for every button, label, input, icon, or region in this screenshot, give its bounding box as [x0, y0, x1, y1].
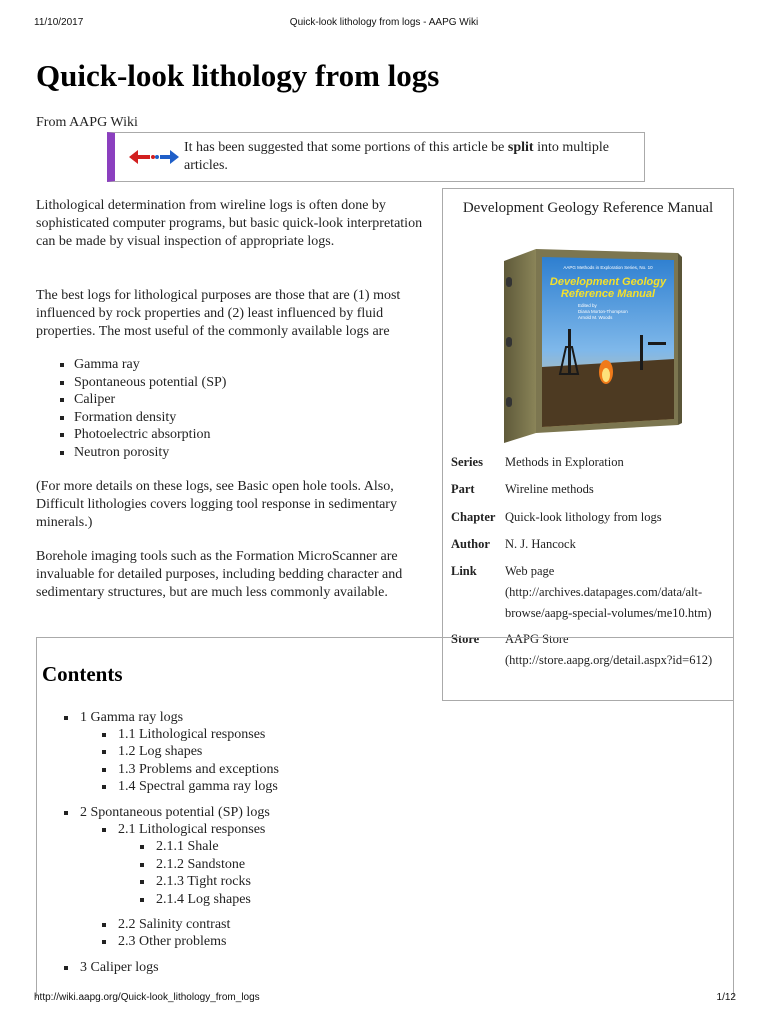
toc-item[interactable]: 1 Gamma ray logs [80, 710, 184, 725]
page-title: Quick-look lithology from logs [36, 58, 440, 93]
infobox-value: Quick-look lithology from logs [505, 510, 662, 524]
svg-text:Edited by: Edited by [578, 303, 597, 308]
details-paragraph: (For more details on these logs, see Basic open hole tools. Also, Difficult lithologies covers logging tool response in sedimentary minerals.) [36, 479, 397, 530]
toc-item[interactable]: 2.1.1 Shale [156, 839, 219, 854]
site-subtitle: From AAPG Wiki [36, 115, 138, 130]
reference-infobox [442, 188, 734, 701]
list-item[interactable]: Gamma ray [36, 356, 226, 374]
toc-item[interactable]: 2.3 Other problems [118, 934, 227, 949]
infobox-key: Store [451, 632, 480, 646]
toc-item[interactable]: 2.1.4 Log shapes [156, 892, 251, 907]
list-item[interactable]: Formation density [36, 409, 226, 427]
print-url: http://wiki.aapg.org/Quick-look_lithology_from_logs [34, 992, 260, 1003]
infobox-key: Series [451, 455, 483, 469]
notice-split-word: split [507, 140, 534, 155]
cover-title-line1: Development Geology [549, 276, 667, 288]
toc-item[interactable]: 1.2 Log shapes [118, 744, 203, 759]
infobox-title: Development Geology Reference Manual [462, 200, 714, 216]
split-notice [107, 132, 645, 182]
print-title: Quick-look lithology from logs - AAPG Wiki [289, 17, 479, 28]
book-cover-image[interactable] [498, 247, 682, 443]
list-item[interactable]: Spontaneous potential (SP) [36, 374, 226, 392]
imaging-paragraph: Borehole imaging tools such as the Formation MicroScanner are invaluable for detailed purposes, including bedding character and sedimentary structures, but are much less commonly available. [36, 549, 403, 600]
notice-text: It has been suggested that some portions of this article be split into multiple articles. [184, 140, 610, 173]
list-item[interactable]: Caliper [36, 391, 226, 409]
toc-item[interactable]: 2.1.3 Tight rocks [156, 874, 251, 889]
toc-item[interactable]: 2.1.2 Sandstone [156, 857, 246, 872]
toc-item[interactable]: 1.1 Lithological responses [118, 727, 266, 742]
toc-item[interactable]: 2.2 Salinity contrast [118, 917, 231, 932]
svg-text:Arnold M. Woods: Arnold M. Woods [578, 315, 613, 320]
toc-item[interactable]: 2 Spontaneous potential (SP) logs [80, 805, 270, 820]
intro-paragraph: Lithological determination from wireline logs is often done by sophisticated computer programs, but basic quick-look interpretation can be made by visual inspection of appropriate logs. [36, 198, 423, 249]
toc-item[interactable]: 2.1 Lithological responses [118, 822, 266, 837]
list-item[interactable]: Photoelectric absorption [36, 426, 226, 444]
svg-text:Diana Morton-Thompson: Diana Morton-Thompson [578, 309, 628, 314]
infobox-value: Methods in Exploration [505, 455, 624, 469]
toc-item[interactable]: 3 Caliper logs [80, 960, 159, 975]
infobox-key: Link [451, 564, 477, 578]
infobox-key: Part [451, 482, 475, 496]
toc-title: Contents [42, 662, 123, 686]
toc-item[interactable]: 1.4 Spectral gamma ray logs [118, 779, 278, 794]
list-item[interactable]: Neutron porosity [36, 444, 226, 462]
infobox-link[interactable]: Web page (http://archives.datapages.com/data/alt-browse/aapg-special-volumes/me10.htm) [505, 564, 712, 620]
print-date: 11/10/2017 [34, 17, 84, 28]
log-list [36, 356, 226, 462]
cover-title-line2: Reference Manual [560, 288, 656, 300]
cover-series-text: AAPG Methods in Exploration Series, No. 10 [563, 265, 653, 270]
split-arrows-icon [129, 147, 179, 167]
toc-item[interactable]: 1.3 Problems and exceptions [118, 762, 279, 777]
infobox-value: Wireline methods [505, 482, 594, 496]
infobox-key: Chapter [451, 510, 496, 524]
infobox-value: N. J. Hancock [505, 537, 576, 551]
infobox-store-link[interactable]: AAPG Store (http://store.aapg.org/detail.aspx?id=612) [505, 632, 713, 667]
table-of-contents [36, 637, 734, 998]
infobox-key: Author [451, 537, 490, 551]
print-page-number: 1/12 [716, 992, 736, 1003]
best-logs-paragraph: The best logs for lithological purposes are those that are (1) most influenced by rock properties and (2) least influenced by fluid properties. The most useful of the commonly available logs are [36, 288, 401, 339]
